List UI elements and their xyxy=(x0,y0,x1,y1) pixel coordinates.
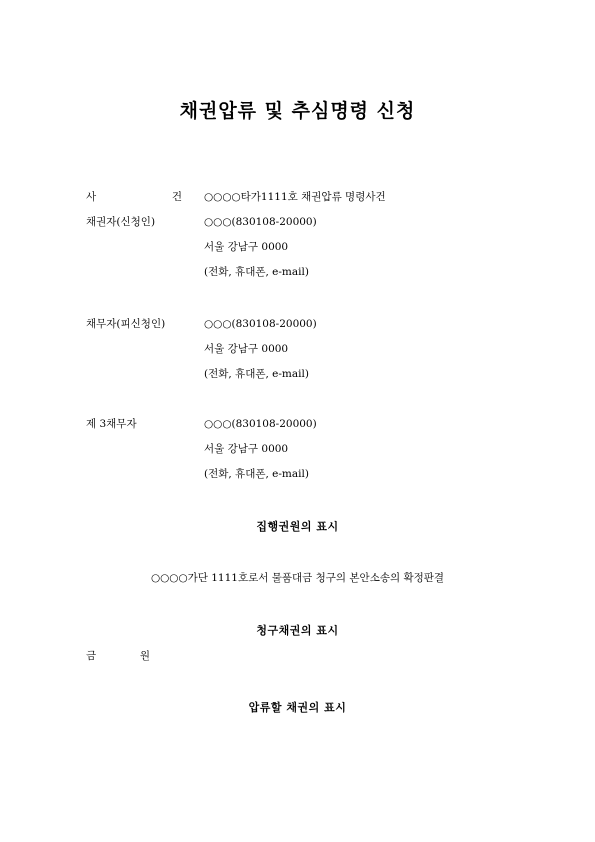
creditor-address: 서울 강남구 0000 xyxy=(204,241,289,253)
seizure-heading: 압류할 채권의 표시 xyxy=(248,701,347,714)
case-label xyxy=(86,189,182,204)
third-debtor-contact: (전화, 휴대폰, e-mail) xyxy=(204,468,309,480)
third-debtor-address: 서울 강남구 0000 xyxy=(204,443,289,455)
creditor-name: ○○○(830108-20000) xyxy=(204,215,317,228)
case-label-left: 사 xyxy=(86,191,97,203)
creditor-label: 채권자(신청인) xyxy=(86,216,156,228)
debtor-name: ○○○(830108-20000) xyxy=(204,317,317,330)
third-debtor-label: 제 3채무자 xyxy=(86,418,137,430)
third-debtor-name: ○○○(830108-20000) xyxy=(204,417,317,430)
case-block xyxy=(86,184,386,284)
amount-label: 금 xyxy=(86,650,97,662)
amount-line xyxy=(86,648,150,663)
enforcement-heading: 집행권원의 표시 xyxy=(256,520,339,533)
case-label-right: 건 xyxy=(171,191,182,203)
creditor-contact: (전화, 휴대폰, e-mail) xyxy=(204,266,309,278)
claim-heading: 청구채권의 표시 xyxy=(256,624,339,637)
debtor-block xyxy=(86,311,317,386)
enforcement-text: ○○○○가단 1111호로서 물품대금 청구의 본안소송의 확정판결 xyxy=(150,572,445,584)
third-debtor-block xyxy=(86,411,317,486)
debtor-address: 서울 강남구 0000 xyxy=(204,343,289,355)
debtor-contact: (전화, 휴대폰, e-mail) xyxy=(204,368,309,380)
document-title: 채권압류 및 추심명령 신청 xyxy=(179,100,416,122)
debtor-label: 채무자(피신청인) xyxy=(86,318,166,330)
case-value: ○○○○타가1111호 채권압류 명령사건 xyxy=(204,191,386,203)
amount-unit: 원 xyxy=(139,650,150,662)
